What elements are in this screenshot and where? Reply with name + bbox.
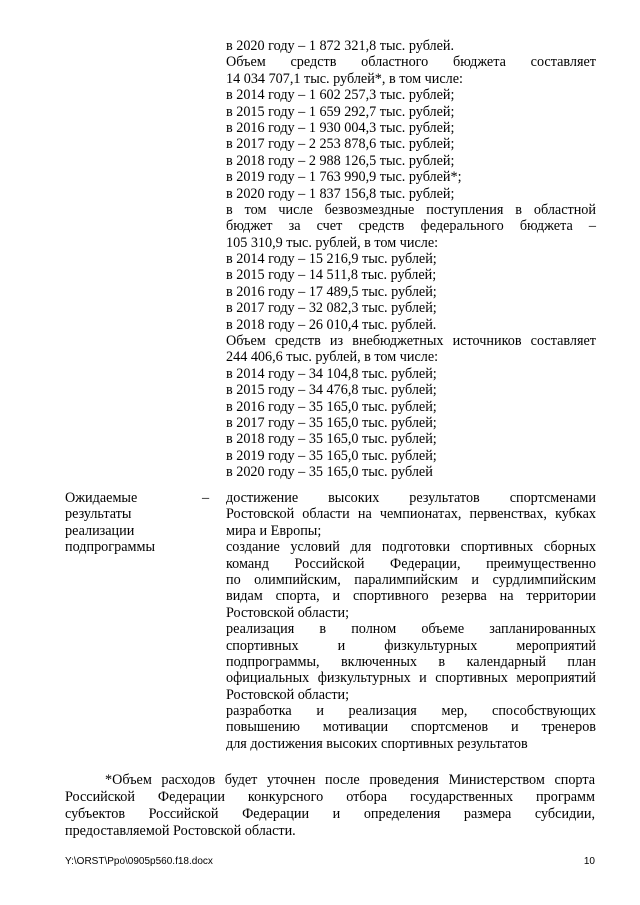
footnote [65,772,595,840]
footnote-line: *Объем расходов будет уточнен после проведения Министерством спорта [105,772,595,788]
funding-line: Объем средств областного бюджета составляет [226,54,596,71]
footnote-line: предоставляемой Ростовской области. [65,823,296,839]
results-line: подпрограммы, включенных в календарный план [226,653,596,670]
results-line: спортивных и физкультурных мероприятий [226,637,596,654]
funding-line: бюджет за счет средств федерального бюджета – [226,218,596,235]
results-line: Ростовской области; [226,686,350,703]
results-label-line: подпрограммы [65,539,155,556]
results-line: Ростовской области; [226,604,350,621]
funding-line: 244 406,6 тыс. рублей, в том числе: [226,349,439,366]
results-line: команд Российской Федерации, преимущественно [226,555,596,572]
page-number: 10 [583,856,595,867]
results-label [65,490,215,556]
file-path: Y:\ORST\Ppo\0905p560.f18.docx [65,856,213,867]
results-line: создание условий для подготовки спортивных сборных [226,539,596,556]
funding-line: в 2017 году – 2 253 878,6 тыс. рублей; [226,136,455,153]
results-line: для достижения высоких спортивных результатов [226,735,528,752]
funding-line: 105 310,9 тыс. рублей, в том числе: [226,234,439,251]
footnote-line: Российской Федерации конкурсного отбора государственных программ [65,789,595,805]
funding-line: в 2020 году – 1 872 321,8 тыс. рублей. [226,38,455,54]
funding-block [226,38,596,481]
funding-line: в 2014 году – 1 602 257,3 тыс. рублей; [226,87,455,104]
results-line: реализация в полном объеме запланированных [226,621,596,638]
funding-line: в 2016 году – 1 930 004,3 тыс. рублей; [226,119,455,136]
funding-line: в 2019 году – 1 763 990,9 тыс. рублей*; [226,169,462,186]
funding-line: в 2014 году – 15 216,9 тыс. рублей; [226,251,437,268]
funding-line: в 2018 году – 35 165,0 тыс. рублей; [226,431,437,448]
funding-line: 14 034 707,1 тыс. рублей*, в том числе: [226,70,463,87]
funding-line: в 2019 году – 35 165,0 тыс. рублей; [226,447,437,464]
funding-line: в 2020 году – 35 165,0 тыс. рублей [226,464,433,481]
funding-line: в 2017 году – 32 082,3 тыс. рублей; [226,300,437,317]
results-block [226,490,596,752]
results-line: по олимпийским, паралимпийским и сурдлимпийским [226,571,596,588]
results-line: видам спорта, и спортивного резерва на территории [226,588,596,605]
results-label-line: Ожидаемые [65,490,138,506]
funding-line: в том числе безвозмездные поступления в областной [226,201,596,218]
funding-line: в 2015 году – 1 659 292,7 тыс. рублей; [226,103,455,120]
results-dash: – [202,490,210,506]
results-line: повышению мотивации спортсменов и тренеров [226,719,596,736]
funding-line: в 2020 году – 1 837 156,8 тыс. рублей; [226,185,455,202]
footnote-line: субъектов Российской Федерации и определения размера субсидии, [65,806,595,822]
results-line: разработка и реализация мер, способствующих [226,703,596,720]
results-line: мира и Европы; [226,522,322,539]
funding-line: в 2015 году – 14 511,8 тыс. рублей; [226,267,437,284]
funding-line: в 2015 году – 34 476,8 тыс. рублей; [226,382,437,399]
funding-line: в 2016 году – 17 489,5 тыс. рублей; [226,283,437,300]
funding-line: в 2018 году – 2 988 126,5 тыс. рублей; [226,152,455,169]
results-label-line: результаты [65,506,132,523]
results-line: официальных физкультурных и спортивных мероприятий [226,670,596,687]
results-label-line: реализации [65,522,135,539]
funding-line: в 2014 году – 34 104,8 тыс. рублей; [226,365,437,382]
funding-line: Объем средств из внебюджетных источников составляет [226,333,596,350]
funding-line: в 2016 году – 35 165,0 тыс. рублей; [226,398,437,415]
funding-line: в 2018 году – 26 010,4 тыс. рублей. [226,316,437,333]
funding-line: в 2017 году – 35 165,0 тыс. рублей; [226,414,437,431]
results-line: достижение высоких результатов спортсменами [226,490,596,506]
results-line: Ростовской области на чемпионатах, первенствах, кубках [226,506,596,523]
